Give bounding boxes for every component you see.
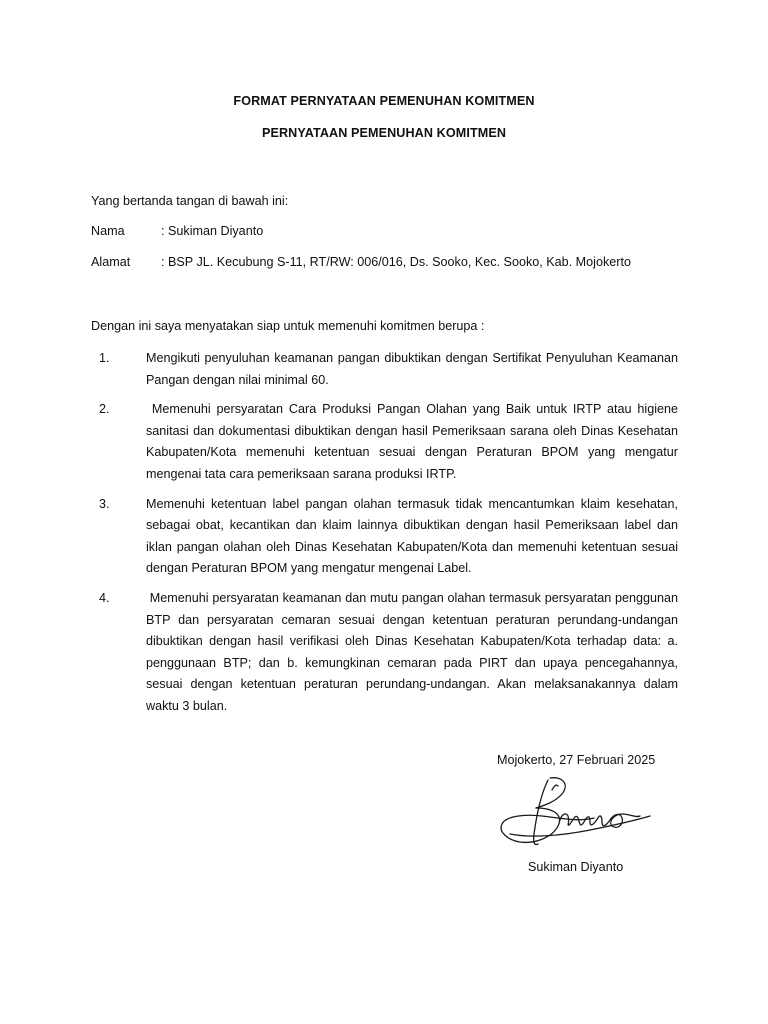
list-item [91, 588, 682, 718]
list-item [91, 399, 682, 485]
name-field [91, 223, 263, 239]
address-label: Alamat [91, 255, 131, 269]
address-value: : BSP JL. Kecubung S-11, RT/RW: 006/016, Ds. Sooko, Kec. Sooko, Kab. Mojokerto [161, 255, 631, 269]
document-subtitle: PERNYATAAN PEMENUHAN KOMITMEN [261, 126, 507, 140]
signer-name: Sukiman Diyanto [528, 860, 624, 874]
list-item-number: 3. [99, 496, 110, 511]
document-title: FORMAT PERNYATAAN PEMENUHAN KOMITMEN [233, 94, 535, 108]
address-field [91, 254, 631, 270]
name-value: : Sukiman Diyanto [161, 224, 264, 238]
list-item-number: 4. [99, 590, 110, 605]
signature-image [490, 772, 665, 852]
list-item-number: 1. [99, 351, 110, 365]
list-item-text: Memenuhi persyaratan keamanan dan mutu pangan olahan termasuk persyaratan penggunan BTP dan persyaratan cemaran sesuai dengan ketentuan peraturan perundang-undangan dibuktikan dengan hasil verifikasi oleh Dinas Kesehatan Kabupaten/Kota terhadap data: a. penggunaan BTP; dan b. kemungkinan cemaran pada PIRT dan upaya pencegahannya, sesuai dengan ketentuan peraturan perundang-undangan. Akan melaksanakannya dalam waktu 3 bulan. [146, 590, 682, 713]
list-item-text: Memenuhi persyaratan Cara Produksi Pangan Olahan yang Baik untuk IRTP atau higiene sanitasi dan dokumentasi dibuktikan dengan hasil Pemeriksaan sarana oleh Dinas Kesehatan Kabupaten/Kota memenuhi ketentuan sesuai dengan Peraturan BPOM yang mengatur mengenai tata cara pemeriksaan sarana produksi IRTP. [146, 402, 682, 481]
list-item-text: Mengikuti penyuluhan keamanan pangan dibuktikan dengan Sertifikat Penyuluhan Keamanan Pangan dengan nilai minimal 60. [146, 351, 678, 387]
commitment-list [91, 348, 682, 726]
list-item [91, 494, 678, 580]
name-label: Nama [91, 224, 125, 238]
list-item-number: 2. [99, 402, 110, 417]
place-date: Mojokerto, 27 Februari 2025 [497, 753, 656, 767]
list-item-text: Memenuhi ketentuan label pangan olahan termasuk tidak mencantumkan klaim kesehatan, sebagai obat, kecantikan dan klaim lainnya dibuktikan dengan hasil Pemeriksaan label dan iklan pangan olahan oleh Dinas Kesehatan Kabupaten/Kota dan memenuhi ketentuan sesuai dengan Peraturan BPOM yang mengatur mengenai Label. [146, 496, 678, 576]
intro-text: Yang bertanda tangan di bawah ini: [91, 194, 289, 208]
statement-text: Dengan ini saya menyatakan siap untuk memenuhi komitmen berupa : [91, 319, 485, 333]
list-item [91, 348, 678, 391]
